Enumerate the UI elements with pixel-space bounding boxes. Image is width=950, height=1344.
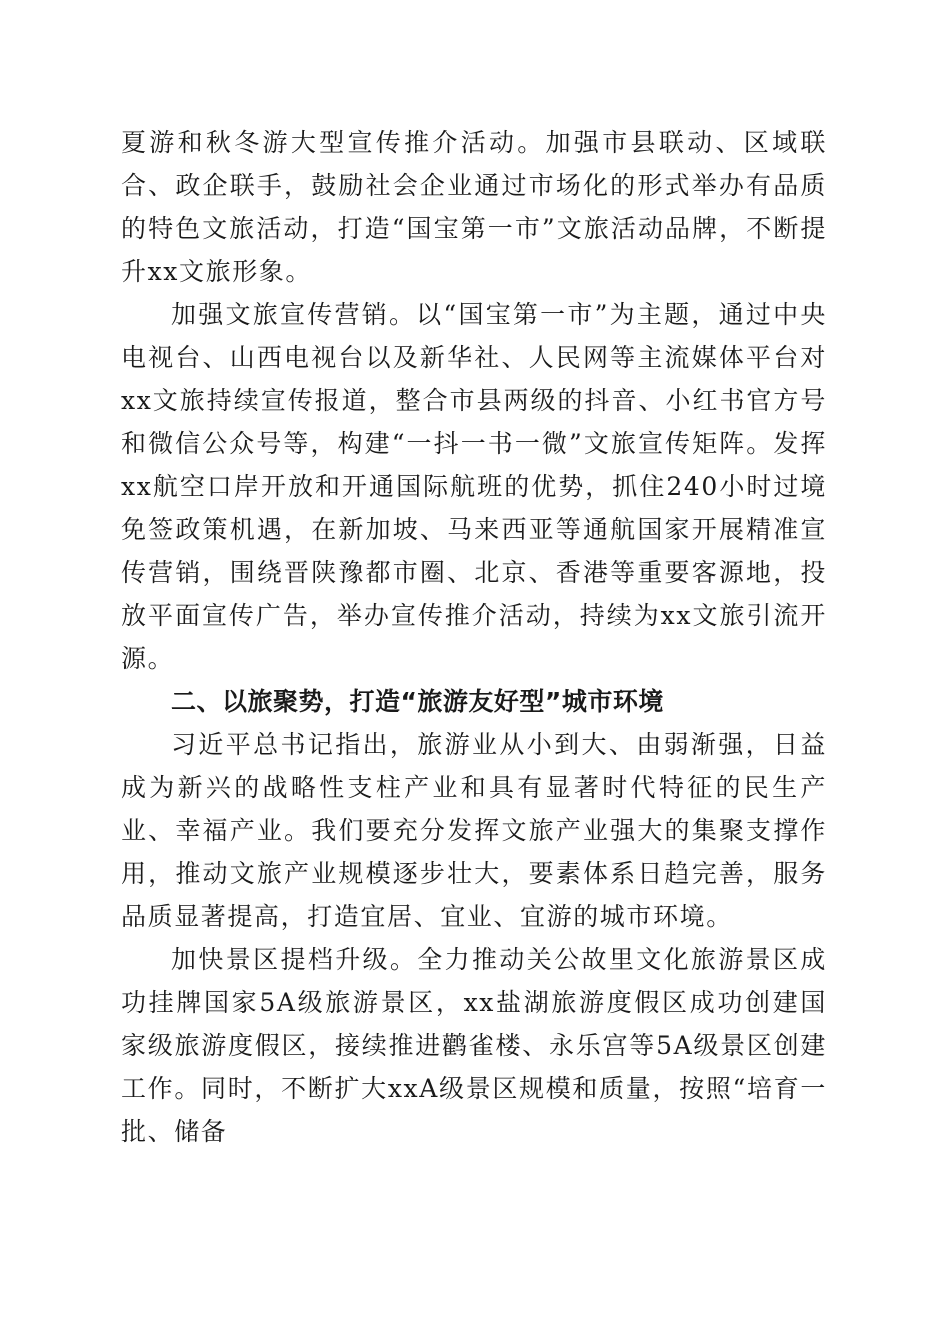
- document-body: [121, 121, 827, 1153]
- paragraph-publicity-marketing: 加强文旅宣传营销。以“国宝第一市”为主题，通过中央电视台、山西电视台以及新华社、人民网等主流媒体平台对xx文旅持续宣传报道，整合市县两级的抖音、小红书官方号和微信公众号等，构建“一抖一书一微”文旅宣传矩阵。发挥xx航空口岸开放和开通国际航班的优势，抓住240小时过境免签政策机遇，在新加坡、马来西亚等通航国家开展精准宣传营销，围绕晋陕豫都市圈、北京、香港等重要客源地，投放平面宣传广告，举办宣传推介活动，持续为xx文旅引流开源。: [121, 300, 827, 673]
- paragraph-scenic-upgrade: 加快景区提档升级。全力推动关公故里文化旅游景区成功挂牌国家5A级旅游景区，xx盐湖旅游度假区成功创建国家级旅游度假区，接续推进鹳雀楼、永乐宫等5A级景区创建工作。同时，不断扩大xxA级景区规模和质量，按照“培育一批、储备: [121, 945, 827, 1146]
- paragraph-continued: 夏游和秋冬游大型宣传推介活动。加强市县联动、区域联合、政企联手，鼓励社会企业通过市场化的形式举办有品质的特色文旅活动，打造“国宝第一市”文旅活动品牌，不断提升xx文旅形象。: [121, 128, 827, 286]
- section-heading-2: 二、以旅聚势，打造“旅游友好型”城市环境: [171, 687, 664, 716]
- paragraph-tourism-industry: 习近平总书记指出，旅游业从小到大、由弱渐强，日益成为新兴的战略性支柱产业和具有显著时代特征的民生产业、幸福产业。我们要充分发挥文旅产业强大的集聚支撑作用，推动文旅产业规模逐步壮大，要素体系日趋完善，服务品质显著提高，打造宜居、宜业、宜游的城市环境。: [121, 730, 827, 931]
